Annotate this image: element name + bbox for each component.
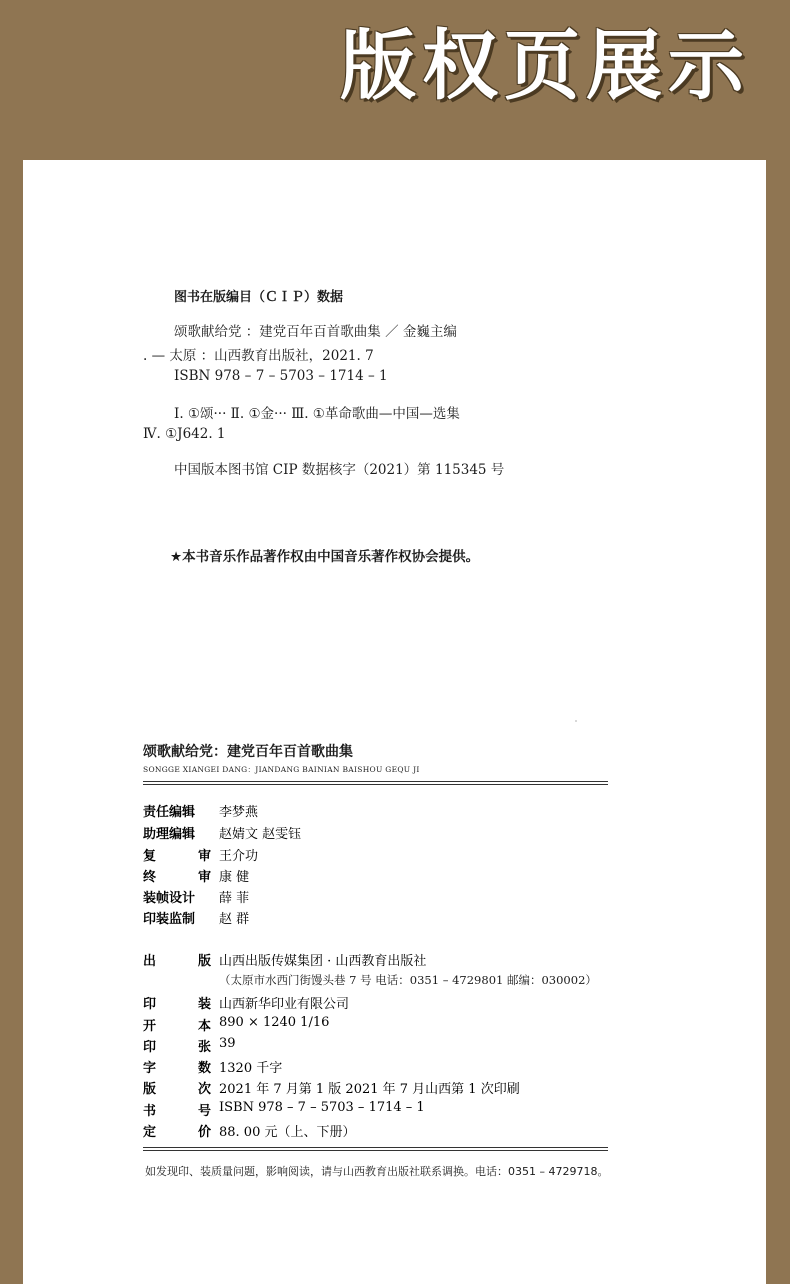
staff-label: 助理编辑	[143, 827, 196, 842]
print-speck	[575, 720, 577, 722]
divider-bottom	[143, 1147, 608, 1148]
staff-value: 赵 群	[219, 912, 250, 927]
publisher-address: （太原市水西门街馒头巷 7 号 电话：0351 – 4729801 邮编：030002）	[219, 973, 597, 987]
cip-line-verification: 中国版本图书馆 CIP 数据核字（2021）第 115345 号	[174, 462, 505, 478]
publish-value: 88. 00 元（上、下册）	[219, 1125, 356, 1140]
staff-value: 王介功	[219, 849, 259, 864]
quality-notice: 如发现印、装质量问题，影响阅读，请与山西教育出版社联系调换。电话：0351 – 4729718。	[145, 1165, 609, 1178]
staff-value: 李梦燕	[219, 805, 259, 820]
staff-label: 印装监制	[143, 912, 196, 927]
cip-line-publisher: . — 太原 ：山西教育出版社，2021. 7	[143, 348, 374, 364]
publish-label: 书 号	[143, 1104, 211, 1119]
publish-label: 印 张	[143, 1040, 211, 1055]
cip-line-title: 颂歌献给党 ：建党百年百首歌曲集 ／ 金巍主编	[174, 324, 457, 340]
staff-label: 责任编辑	[143, 805, 196, 820]
staff-value: 薛 菲	[219, 891, 250, 906]
cip-line-isbn: ISBN 978 – 7 – 5703 – 1714 – 1	[174, 368, 388, 384]
publish-value: 890 × 1240 1/16	[219, 1015, 330, 1030]
publish-value: 1320 千字	[219, 1061, 283, 1076]
publish-value: ISBN 978 – 7 – 5703 – 1714 – 1	[219, 1100, 425, 1115]
publish-label: 开 本	[143, 1019, 211, 1034]
publish-value: 2021 年 7 月第 1 版 2021 年 7 月山西第 1 次印刷	[219, 1082, 520, 1097]
staff-label: 复 审	[143, 849, 211, 864]
banner-title: 版权页展示	[340, 21, 750, 110]
cip-line-classification: Ⅰ. ①颂··· Ⅱ. ①金··· Ⅲ. ①革命歌曲—中国—选集	[174, 406, 460, 422]
cip-line-class-number: Ⅳ. ①J642. 1	[143, 426, 226, 442]
publish-label: 版 次	[143, 1082, 211, 1097]
copyright-note: ★本书音乐作品著作权由中国音乐著作权协会提供。	[170, 549, 480, 565]
staff-label: 终 审	[143, 870, 211, 885]
publish-label: 定 价	[143, 1125, 211, 1140]
publish-value: 39	[219, 1036, 236, 1051]
staff-value: 赵婧文 赵雯钰	[219, 827, 302, 842]
publish-label: 出 版	[143, 954, 211, 969]
publish-label: 字 数	[143, 1061, 211, 1076]
publish-value: 山西新华印业有限公司	[219, 997, 350, 1012]
publish-label: 印 装	[143, 997, 211, 1012]
copyright-page	[23, 160, 766, 1284]
divider-top	[143, 781, 608, 782]
staff-label: 装帧设计	[143, 891, 196, 906]
book-title: 颂歌献给党：建党百年百首歌曲集	[143, 744, 353, 760]
book-title-pinyin: SONGGE XIANGEI DANG：JIANDANG BAINIAN BAISHOU GEQU JI	[143, 765, 420, 774]
publish-value: 山西出版传媒集团 · 山西教育出版社	[219, 954, 427, 969]
staff-value: 康 健	[219, 870, 250, 885]
cip-heading: 图书在版编目（ＣＩＰ）数据	[174, 290, 344, 305]
